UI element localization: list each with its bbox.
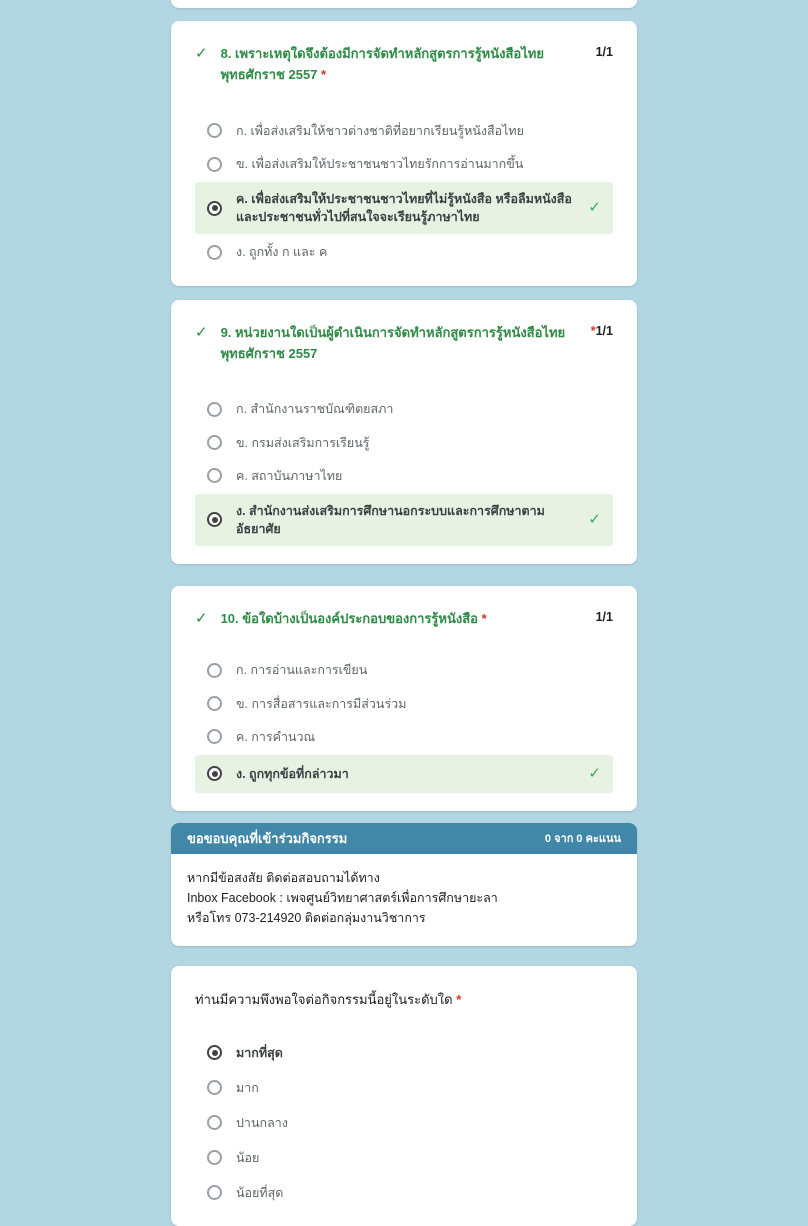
section-description	[171, 854, 637, 946]
option-row[interactable]	[195, 461, 613, 491]
option-label: ค. เพื่อส่งเสริมให้ประชาชนชาวไทยที่ไม่รู้หนังสือ หรือลืมหนังสือและประชาชนทั่วไปที่สนใจจะเรียนรู้ภาษาไทย	[236, 192, 572, 225]
question-10-title-text: 10. ข้อใดบ้างเป็นองค์ประกอบของการรู้หนังสือ	[220, 611, 478, 626]
radio-unchecked-icon[interactable]	[207, 1150, 222, 1165]
radio-unchecked-icon[interactable]	[207, 663, 222, 678]
question-8-header	[195, 43, 613, 86]
question-8-options	[195, 116, 613, 268]
option-row-selected-correct[interactable]	[195, 182, 613, 234]
satisfaction-option[interactable]	[195, 1142, 613, 1174]
option-label: ข. เพื่อส่งเสริมให้ประชาชนชาวไทยรักการอ่านมากขึ้น	[236, 157, 524, 171]
question-10-options	[195, 655, 613, 792]
option-row[interactable]	[195, 722, 613, 752]
option-row[interactable]	[195, 149, 613, 179]
option-label: มากที่สุด	[236, 1045, 283, 1060]
question-8-score: 1/1	[595, 45, 613, 59]
satisfaction-options	[195, 1037, 613, 1209]
question-9-options	[195, 394, 613, 546]
question-correct-check-icon: ✓	[195, 610, 208, 627]
radio-unchecked-icon[interactable]	[207, 157, 222, 172]
satisfaction-option[interactable]	[195, 1107, 613, 1139]
required-asterisk: *	[321, 67, 327, 83]
option-label: ก. เพื่อส่งเสริมให้ชาวต่างชาติที่อยากเรียนรู้หนังสือไทย	[236, 123, 524, 138]
question-correct-check-icon: ✓	[195, 45, 208, 62]
section-description-line: หรือโทร 073-214920 ติดต่อกลุ่มงานวิชาการ	[187, 910, 426, 925]
radio-unchecked-icon[interactable]	[207, 1185, 222, 1200]
option-label: ข. การสื่อสารและการมีส่วนร่วม	[236, 696, 407, 711]
option-label: ก. สำนักงานราชบัณฑิตยสภา	[236, 402, 394, 417]
required-asterisk: *	[456, 991, 462, 1007]
option-row[interactable]	[195, 689, 613, 719]
option-label: ก. การอ่านและการเขียน	[236, 663, 368, 678]
radio-checked-icon[interactable]	[207, 512, 222, 527]
correct-answer-check-icon: ✓	[588, 511, 601, 528]
option-label: น้อยที่สุด	[236, 1185, 284, 1200]
radio-unchecked-icon[interactable]	[207, 1080, 222, 1095]
option-row[interactable]	[195, 237, 613, 267]
option-row-selected-correct[interactable]	[195, 494, 613, 546]
required-asterisk: *	[481, 611, 487, 626]
question-10-header	[195, 608, 613, 629]
radio-checked-icon[interactable]	[207, 201, 222, 216]
option-label: ง. ถูกทุกข้อที่กล่าวมา	[236, 766, 349, 781]
satisfaction-title-text: ท่านมีความพึงพอใจต่อกิจกรรมนี้อยู่ในระดับใด	[195, 991, 453, 1007]
option-label: น้อย	[236, 1150, 260, 1165]
satisfaction-option-selected[interactable]	[195, 1037, 613, 1069]
correct-answer-check-icon: ✓	[588, 199, 601, 217]
option-row-selected-correct[interactable]	[195, 755, 613, 793]
radio-unchecked-icon[interactable]	[207, 435, 222, 450]
correct-answer-check-icon: ✓	[588, 764, 601, 782]
previous-question-card-edge	[171, 0, 637, 8]
required-asterisk: *	[590, 323, 596, 338]
option-label: ปานกลาง	[236, 1115, 288, 1130]
question-card-8	[171, 21, 637, 286]
option-row[interactable]	[195, 394, 613, 424]
question-10-score: 1/1	[595, 610, 613, 624]
section-header-bar	[171, 823, 637, 854]
radio-unchecked-icon[interactable]	[207, 468, 222, 483]
option-row[interactable]	[195, 655, 613, 685]
option-label: ข. กรมส่งเสริมการเรียนรู้	[236, 435, 370, 450]
option-label: ง. สำนักงานส่งเสริมการศึกษานอกระบบและการศึกษาตามอัธยาศัย	[236, 503, 545, 536]
question-card-9	[171, 300, 637, 565]
radio-checked-icon[interactable]	[207, 1045, 222, 1060]
option-row[interactable]	[195, 428, 613, 458]
radio-checked-icon[interactable]	[207, 766, 222, 781]
satisfaction-option[interactable]	[195, 1177, 613, 1209]
question-correct-check-icon: ✓	[195, 323, 208, 341]
radio-unchecked-icon[interactable]	[207, 1115, 222, 1130]
radio-unchecked-icon[interactable]	[207, 402, 222, 417]
satisfaction-option[interactable]	[195, 1072, 613, 1104]
form-content-column	[171, 0, 637, 1226]
section-points-badge: 0 จาก 0 คะแนน	[544, 833, 621, 846]
question-10-title	[221, 608, 586, 629]
question-card-10	[171, 586, 637, 811]
section-description-line: หากมีข้อสงสัย ติดต่อสอบถามได้ทาง	[187, 870, 380, 885]
option-label: ค. การคำนวณ	[236, 729, 316, 744]
question-9-header	[195, 322, 613, 365]
question-9-score	[591, 322, 613, 341]
satisfaction-question-title	[195, 990, 613, 1011]
option-label: ง. ถูกทั้ง ก และ ค	[236, 245, 328, 260]
question-8-title	[221, 43, 586, 86]
radio-unchecked-icon[interactable]	[207, 123, 222, 138]
section-title: ขอขอบคุณที่เข้าร่วมกิจกรรม	[187, 830, 348, 846]
question-9-title: 9. หน่วยงานใดเป็นผู้ดำเนินการจัดทำหลักสูตรการรู้หนังสือไทย พุทธศักราช 2557	[220, 324, 566, 361]
radio-unchecked-icon[interactable]	[207, 729, 222, 744]
option-label: มาก	[236, 1080, 259, 1095]
question-9-score-text: 1/1	[595, 323, 613, 338]
question-8-title-text: 8. เพราะเหตุใดจึงต้องมีการจัดทำหลักสูตรการรู้หนังสือไทย พุทธศักราช 2557	[220, 46, 544, 83]
section-description-line: Inbox Facebook : เพจศูนย์วิทยาศาสตร์เพื่อการศึกษายะลา	[187, 890, 498, 905]
satisfaction-question-card	[171, 966, 637, 1226]
option-label: ค. สถาบันภาษาไทย	[236, 468, 343, 483]
radio-unchecked-icon[interactable]	[207, 245, 222, 260]
option-row[interactable]	[195, 116, 613, 146]
radio-unchecked-icon[interactable]	[207, 696, 222, 711]
